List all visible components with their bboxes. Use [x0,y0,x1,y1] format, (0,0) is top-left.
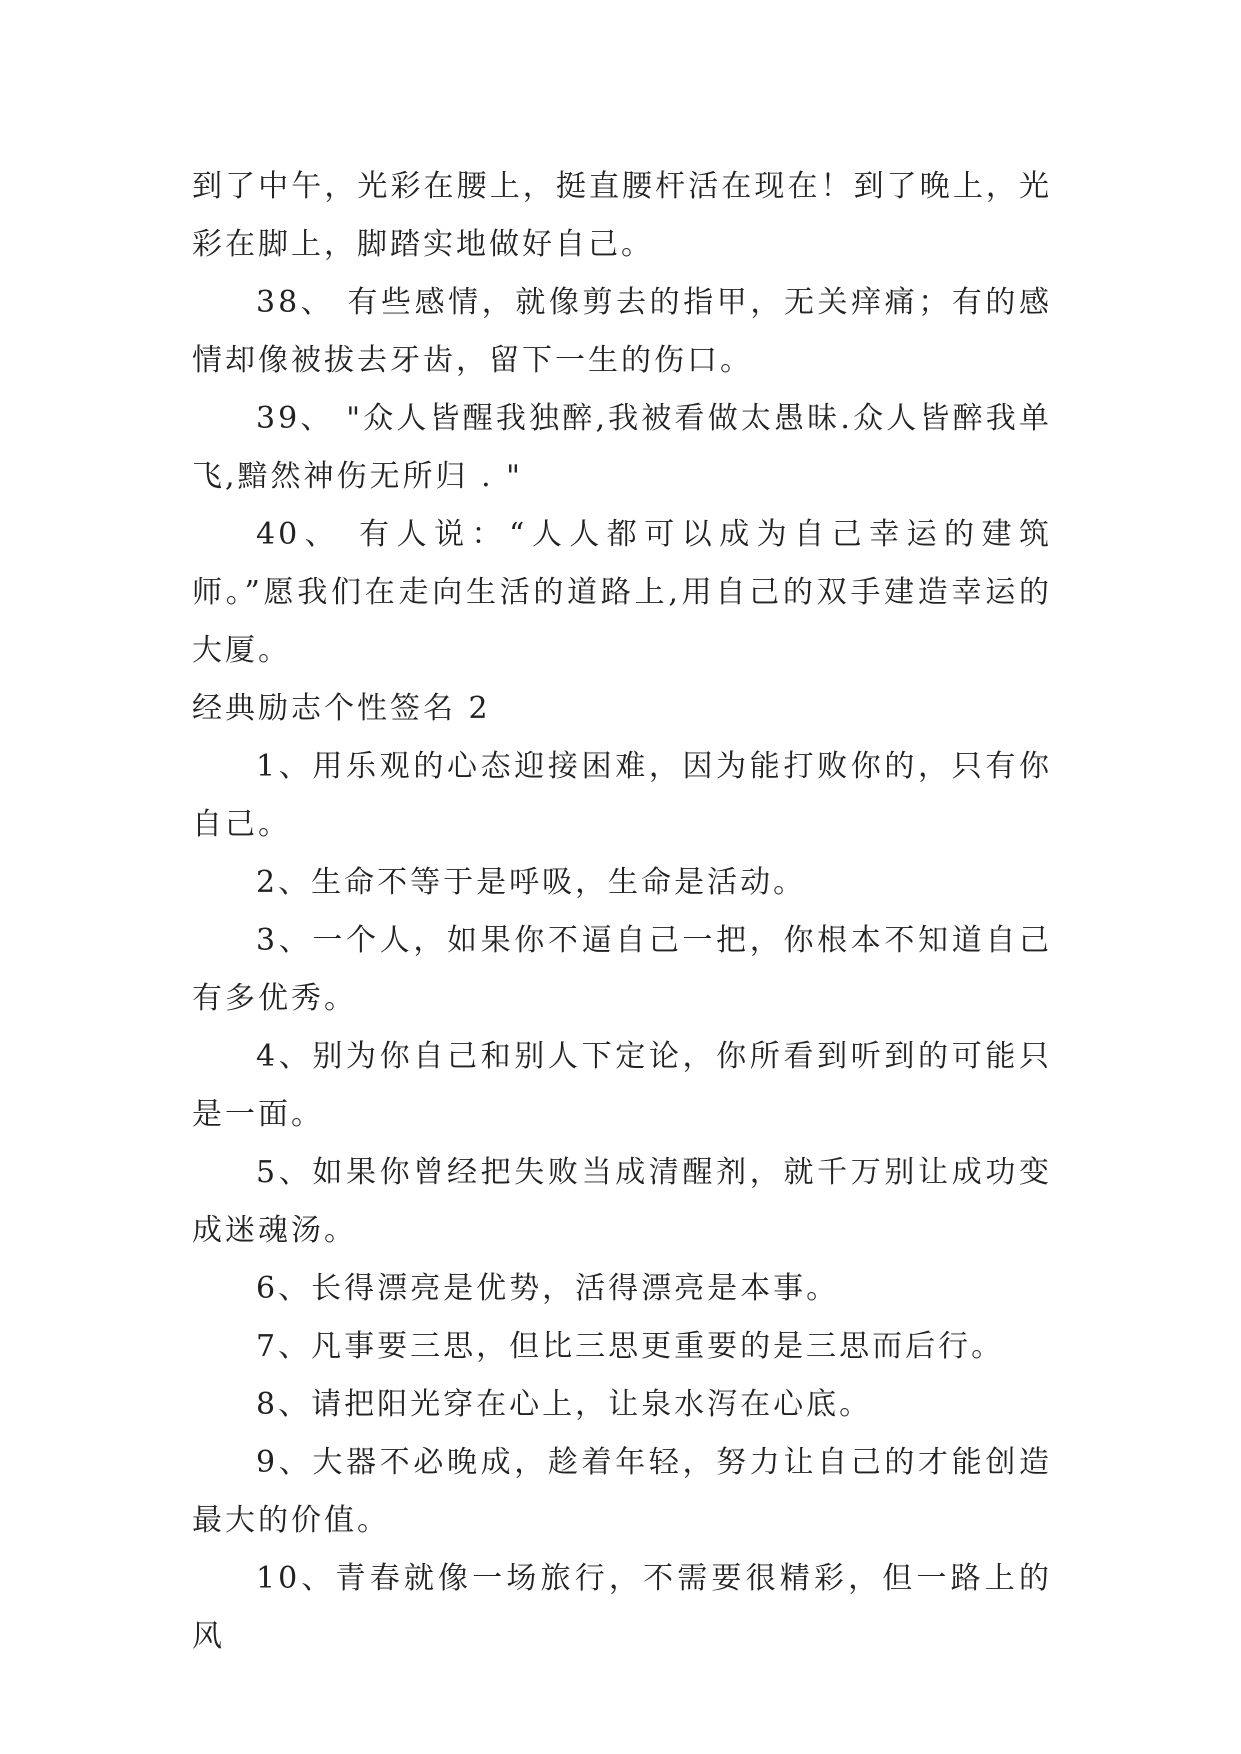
paragraph-item-39: 39、 "众人皆醒我独醉,我被看做太愚昧.众人皆醉我单飞,黯然神伤无所归 . " [192,401,1052,494]
document-page [192,158,1052,1666]
section-heading: 经典励志个性签名 2 [192,691,491,726]
paragraph-item-38: 38、 有些感情，就像剪去的指甲，无关痒痛；有的感情却像被拔去牙齿，留下一生的伤口。 [192,285,1052,378]
paragraph-item-40: 40、 有人说：“人人都可以成为自己幸运的建筑师。”愿我们在走向生活的道路上,用自己的双手建造幸运的大厦。 [192,517,1052,668]
paragraph-item-1: 1、用乐观的心态迎接困难，因为能打败你的，只有你自己。 [192,749,1052,842]
paragraph-item-5: 5、如果你曾经把失败当成清醒剂，就千万别让成功变成迷魂汤。 [192,1155,1052,1248]
paragraph-item-9: 9、大器不必晚成，趁着年轻，努力让自己的才能创造最大的价值。 [192,1445,1052,1538]
paragraph-item-6: 6、长得漂亮是优势，活得漂亮是本事。 [256,1271,840,1306]
paragraph-item-7: 7、凡事要三思，但比三思更重要的是三思而后行。 [256,1329,1005,1364]
paragraph-item-2: 2、生命不等于是呼吸，生命是活动。 [256,865,807,900]
paragraph-item-4: 4、别为你自己和别人下定论，你所看到听到的可能只是一面。 [192,1039,1052,1132]
paragraph-item-10: 10、青春就像一场旅行，不需要很精彩，但一路上的风 [192,1561,1052,1654]
paragraph-continuation: 到了中午，光彩在腰上，挺直腰杆活在现在！到了晚上，光彩在脚上，脚踏实地做好自己。 [192,169,1052,262]
paragraph-item-8: 8、请把阳光穿在心上，让泉水泻在心底。 [256,1387,873,1422]
paragraph-item-3: 3、一个人，如果你不逼自己一把，你根本不知道自己有多优秀。 [192,923,1052,1016]
